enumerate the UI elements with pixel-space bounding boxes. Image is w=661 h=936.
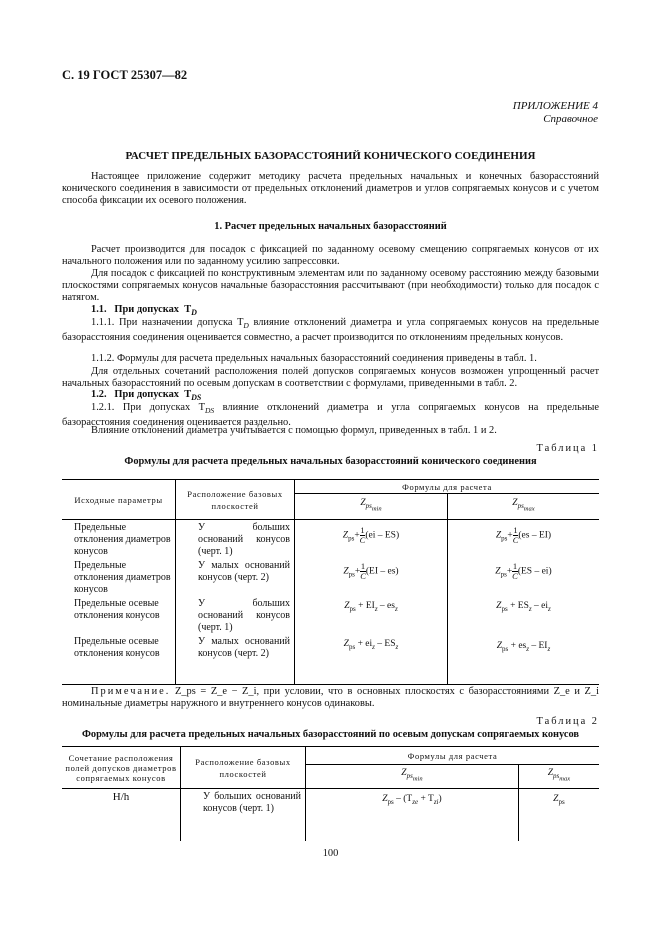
table-row-location: У больших оснований конусов (черт. 1)	[176, 520, 295, 559]
paragraph-1-2-2: Влияние отклонений диаметра учитывается с помощью формул, приведенных в табл. 1 и 2.	[91, 425, 497, 436]
table-row-formula-min: $Z_{ps}+$ $\frac{1}{C}$ (EI – es)	[295, 558, 448, 596]
ps-sub: ps	[406, 772, 413, 781]
table-2-header-max	[518, 765, 599, 789]
paragraph-1-1-1	[62, 317, 599, 344]
ps-sub: ps	[365, 502, 372, 511]
table-row-location: У больших оснований конусов (черт. 1)	[181, 789, 306, 841]
note-label: Примечание.	[91, 686, 171, 697]
p111-sub: D	[243, 321, 249, 331]
page-title: РАСЧЕТ ПРЕДЕЛЬНЫХ БАЗОРАССТОЯНИЙ КОНИЧЕСКОГО СОЕДИНЕНИЯ	[125, 150, 536, 162]
section-1-2-heading	[91, 389, 201, 402]
table-row-param: Предельные осевые отклонения конусов	[62, 634, 176, 684]
section-text: При допусках	[114, 304, 179, 315]
page-number: 100	[322, 848, 339, 859]
appendix-label	[513, 100, 598, 126]
max-sub: max	[559, 775, 571, 783]
section-number: 1.2.	[91, 389, 107, 400]
table-row-formula-min: $Z_{ps}+$ $\frac{1}{C}$ (ei – ES)	[295, 520, 448, 559]
ps-sub: ps	[517, 502, 524, 511]
tolerance-symbol: T	[184, 389, 192, 400]
p121-rest: влияние отклонений диаметра и угла сопрягаемых конусов на предельные базорасстояния соединения оценивается раздельно.	[62, 402, 600, 429]
table-row-param: Предельные осевые отклонения конусов	[62, 596, 176, 634]
z-symbol: Z	[512, 498, 518, 509]
table-1-title: Формулы для расчета предельных начальных базорасстояний конического соединения	[124, 456, 537, 467]
table-2-header-formulas: Формулы для расчета	[306, 747, 600, 765]
table-row-formula-max: $Z_{ps}+$ $\frac{1}{C}$ (es – EI)	[447, 520, 599, 559]
section-text: При допусках	[114, 389, 179, 400]
table-2-caption: Таблица 2	[536, 716, 599, 727]
z-symbol: Z	[401, 768, 407, 779]
table-1-caption: Таблица 1	[536, 443, 599, 454]
tolerance-symbol: T	[184, 304, 192, 315]
table-2-header-min	[306, 765, 519, 789]
document-header: С. 19 ГОСТ 25307—82	[62, 68, 188, 82]
table-row-param: Предельные отклонения диаметров конусов	[62, 558, 176, 596]
paragraph-2: Для посадок с фиксацией по конструктивным элементам или по заданному осевому расстоянию между базовыми плоскостями сопрягаемых конусов начальные базорасстояния рассчитывают (при необходимости) только для посадок с натягом.	[62, 268, 599, 303]
table-1-header-min	[295, 494, 448, 520]
max-sub: max	[523, 505, 535, 513]
intro-paragraph: Настоящее приложение содержит методику расчета предельных начальных и конечных базорасстояний конического соединения в зависимости от предельных отклонений диаметров и углов сопрягаемых конусов и с учетом способа фиксации их осевого положения.	[62, 171, 599, 206]
table-2-title: Формулы для расчета предельных начальных базорасстояний по осевым допускам сопрягаемых конусов	[81, 729, 580, 740]
min-sub: min	[412, 775, 423, 783]
table-row-formula-max: $Z_{ps}$	[518, 789, 599, 841]
table-row-formula-min: $Z_{ps} + EI_z - es_z$	[295, 596, 448, 634]
tolerance-subscript: DS	[191, 393, 202, 403]
note-text: Z_ps = Z_e − Z_i, при условии, что в основных плоскостях с базорасстояниями Z_e и Z_i номинальные диаметры наружного и внутреннего конусов одинаковы.	[62, 686, 599, 709]
min-sub: min	[371, 505, 382, 513]
p111-rest: влияние отклонений диаметра и угла сопрягаемых конусов на предельные базорасстояния соединения оценивается совместно, а расчет производится по отклонениям предельных конусов.	[62, 317, 599, 344]
table-1-header-max	[447, 494, 599, 520]
appendix-number: ПРИЛОЖЕНИЕ 4	[512, 100, 598, 112]
table-row-formula-max: $Z_{ps} + es_z - EI_z$	[447, 634, 599, 684]
z-symbol: Z	[547, 768, 554, 779]
p121-start: 1.2.1. При допусках T	[91, 402, 205, 413]
paragraph-1-1-3: Для отдельных сочетаний расположения полей допусков сопрягаемых конусов возможен упрощенный расчет начальных базорасстояний по осевым допускам в соответствии с формулами, приведенными в табл. 2.	[62, 366, 599, 389]
paragraph-1: Расчет производится для посадок с фиксацией по заданному осевому смещению сопрягаемых конусов от их начального положения или по заданному усилию запрессовки.	[62, 244, 599, 267]
p111-start: 1.1.1. При назначении допуска T	[91, 317, 244, 328]
table-2	[62, 746, 599, 841]
table-2-header-combination: Сочетание расположения полей допусков диаметров сопрягаемых конусов	[62, 747, 181, 789]
tolerance-subscript: D	[191, 308, 197, 318]
appendix-type: Справочное	[543, 113, 598, 125]
table-row-formula-min: $Z_{ps} - (T_{ze} + T_{zi})$	[306, 789, 519, 841]
table-row-location: У малых оснований конусов (черт. 2)	[176, 634, 295, 684]
table-row-param: Предельные отклонения диаметров конусов	[62, 520, 176, 559]
table-2-header-location: Расположение базовых плоскостей	[181, 747, 306, 789]
ps-sub: ps	[553, 772, 560, 781]
table-row-formula-min: $Z_{ps} + ei_z - ES_z$	[295, 634, 448, 684]
table-1	[62, 479, 599, 685]
table-1-note	[62, 686, 599, 710]
paragraph-1-1-2: 1.1.2. Формулы для расчета предельных начальных базорасстояний соединения приведены в табл. 1.	[91, 353, 537, 364]
section-1-heading: 1. Расчет предельных начальных базорасстояний	[214, 221, 447, 232]
table-row-formula-max: $Z_{ps}+$ $\frac{1}{C}$ (ES – ei)	[447, 558, 599, 596]
table-1-header-location: Расположение базовых плоскостей	[176, 480, 295, 520]
table-row-location: У больших оснований конусов (черт. 1)	[176, 596, 295, 634]
section-number: 1.1.	[91, 304, 107, 315]
p121-sub: DS	[205, 406, 215, 416]
table-row-combination: H/h	[62, 789, 181, 841]
table-row-location: У малых оснований конусов (черт. 2)	[176, 558, 295, 596]
table-1-header-params: Исходные параметры	[62, 480, 176, 520]
z-symbol: Z	[360, 498, 366, 509]
table-row-formula-max: $Z_{ps} + ES_z - ei_z$	[447, 596, 599, 634]
table-1-header-formulas: Формулы для расчета	[295, 480, 600, 494]
section-1-1-heading	[91, 304, 197, 317]
